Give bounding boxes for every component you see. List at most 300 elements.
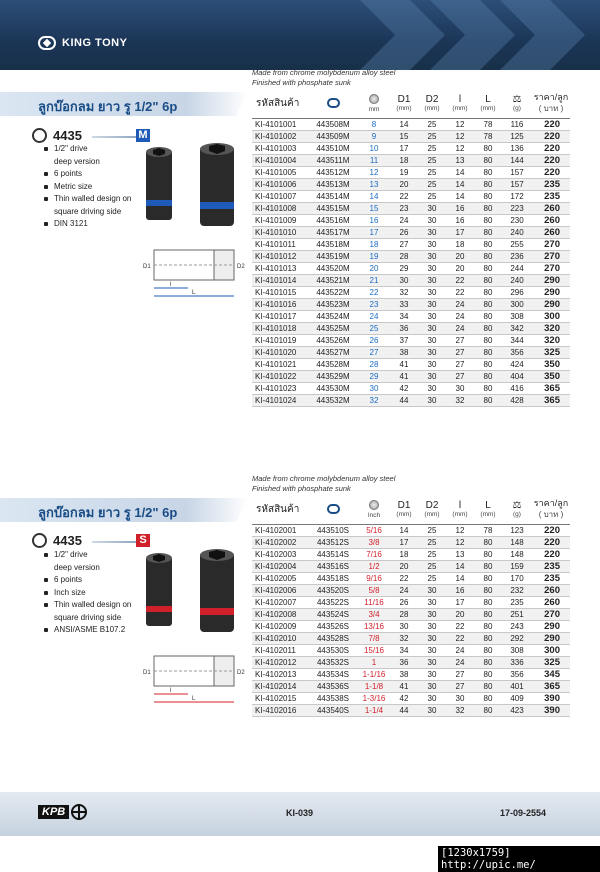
price-value: 290 [532,274,570,286]
l-short-value: 14 [446,560,474,572]
catalog-number: 443512S [308,536,358,548]
svg-text:L: L [192,696,196,702]
socket-size-icon [369,94,379,104]
d1-value: 22 [390,190,418,202]
price-value: 220 [532,154,570,166]
catalog-number: 443528S [308,632,358,644]
col-code: รหัสสินค้า [252,496,308,524]
weight-value: 342 [502,322,532,334]
table-row [252,548,570,560]
d1-value: 28 [390,608,418,620]
d2-value: 30 [418,202,446,214]
product-code: KI-4101009 [252,214,308,226]
feature-item: ANSI/ASME B107.2 [44,624,131,637]
price-value: 320 [532,334,570,346]
table-row [252,632,570,644]
d2-value: 25 [418,166,446,178]
catalog-number: 443513M [308,178,358,190]
d2-value: 25 [418,154,446,166]
d2-value: 25 [418,142,446,154]
model-number: 4435 [53,128,82,143]
product-code: KI-4102010 [252,632,308,644]
socket-size: 20 [358,262,390,274]
d1-value: 26 [390,226,418,238]
feature-item: DIN 3121 [44,218,131,231]
product-code: KI-4101007 [252,190,308,202]
feature-list [44,549,131,637]
weight-value: 344 [502,334,532,346]
d2-value: 30 [418,584,446,596]
socket-size: 24 [358,310,390,322]
model-number: 4435 [53,533,82,548]
table-header-row [252,496,570,524]
d2-value: 25 [418,190,446,202]
l-long-value: 80 [474,596,502,608]
l-long-value: 80 [474,584,502,596]
l-long-value: 78 [474,130,502,142]
table-header-row [252,90,570,118]
catalog-number: 443517M [308,226,358,238]
table-row [252,250,570,262]
socket-size: 11 [358,154,390,166]
header-banner [0,0,600,70]
table-row [252,214,570,226]
socket-size: 15/16 [358,644,390,656]
d1-value: 14 [390,118,418,130]
catalog-number: 443536S [308,680,358,692]
feature-item: deep version [54,562,100,572]
l-long-value: 80 [474,274,502,286]
weight-value: 125 [502,130,532,142]
product-code: KI-4101001 [252,118,308,130]
d1-value: 24 [390,214,418,226]
socket-size: 21 [358,274,390,286]
socket-size: 26 [358,334,390,346]
section-title: ลูกบ๊อกลม ยาว รู 1/2" 6p [0,498,248,522]
socket-product-image [140,548,240,640]
table-row [252,596,570,608]
product-code: KI-4101021 [252,358,308,370]
l-long-value: 80 [474,656,502,668]
weight-value: 356 [502,346,532,358]
page-date: 17-09-2554 [500,808,547,818]
d1-value: 15 [390,130,418,142]
catalog-number: 443518M [308,238,358,250]
l-short-value: 16 [446,214,474,226]
model-divider [92,136,136,138]
weight-value: 232 [502,584,532,596]
table-row [252,394,570,406]
feature-item: square driving side [54,612,122,622]
kingtony-logo-icon [38,36,56,50]
d2-value: 30 [418,692,446,704]
price-value: 390 [532,692,570,704]
circle-icon [32,533,47,548]
l-long-value: 80 [474,394,502,406]
l-long-value: 80 [474,346,502,358]
catalog-number: 443534S [308,668,358,680]
l-long-value: 80 [474,166,502,178]
product-code: KI-4102001 [252,524,308,536]
d2-value: 30 [418,596,446,608]
d1-value: 20 [390,178,418,190]
d1-value: 26 [390,596,418,608]
weight-value: 172 [502,190,532,202]
d2-value: 30 [418,680,446,692]
col-d2: D2 (mm) [418,496,446,524]
price-value: 235 [532,572,570,584]
price-value: 290 [532,286,570,298]
catalog-number: 443508M [308,118,358,130]
weight-value: 123 [502,524,532,536]
feature-item: 1/2" drive [44,143,131,156]
table-row [252,142,570,154]
product-code: KI-4102002 [252,536,308,548]
col-l-long: L (mm) [474,496,502,524]
weight-value: 144 [502,154,532,166]
catalog-number: 443519M [308,250,358,262]
catalog-number: 443518S [308,572,358,584]
l-long-value: 80 [474,298,502,310]
svg-text:L: L [192,290,196,296]
section-title: ลูกบ๊อกลม ยาว รู 1/2" 6p [0,92,248,116]
material-line: Finished with phosphate sunk [252,484,351,493]
catalog-number: 443511M [308,154,358,166]
l-long-value: 80 [474,620,502,632]
material-line: Made from chrome molybdenum alloy steel [252,474,396,483]
l-long-value: 80 [474,704,502,716]
socket-size: 3/8 [358,536,390,548]
socket-size: 14 [358,190,390,202]
d1-value: 41 [390,358,418,370]
l-long-value: 80 [474,178,502,190]
l-long-value: 80 [474,536,502,548]
table-row [252,584,570,596]
weight-value: 157 [502,178,532,190]
l-long-value: 78 [474,524,502,536]
weight-value: 308 [502,310,532,322]
table-row [252,620,570,632]
d1-value: 29 [390,262,418,274]
col-l-long: L (mm) [474,90,502,118]
catalog-number: 443527M [308,346,358,358]
price-value: 365 [532,680,570,692]
kingtony-logo-icon [327,504,340,514]
l-short-value: 20 [446,608,474,620]
d2-value: 30 [418,262,446,274]
d1-value: 38 [390,668,418,680]
d2-value: 30 [418,370,446,382]
d2-value: 30 [418,394,446,406]
catalog-number: 443540S [308,704,358,716]
product-code: KI-4102015 [252,692,308,704]
table-row [252,166,570,178]
product-code: KI-4101002 [252,130,308,142]
socket-size: 7/16 [358,548,390,560]
l-short-value: 24 [446,322,474,334]
product-code: KI-4102007 [252,596,308,608]
l-short-value: 16 [446,202,474,214]
l-short-value: 12 [446,142,474,154]
model-divider [92,541,136,543]
table-row [252,118,570,130]
socket-size: 9 [358,130,390,142]
socket-size: 5/16 [358,524,390,536]
weight-value: 243 [502,620,532,632]
weight-value: 251 [502,608,532,620]
feature-item: 6 points [44,168,131,181]
table-row [252,286,570,298]
product-code: KI-4101018 [252,322,308,334]
catalog-number: 443514S [308,548,358,560]
col-d2: D2 (mm) [418,90,446,118]
l-short-value: 20 [446,250,474,262]
product-code: KI-4101019 [252,334,308,346]
l-short-value: 27 [446,358,474,370]
product-code: KI-4101013 [252,262,308,274]
product-code: KI-4101022 [252,370,308,382]
d1-value: 27 [390,238,418,250]
weight-value: 159 [502,560,532,572]
catalog-number: 443529M [308,370,358,382]
weight-value: 240 [502,274,532,286]
weight-value: 423 [502,704,532,716]
table-body [252,118,570,406]
d1-value: 18 [390,154,418,166]
product-code: KI-4101017 [252,310,308,322]
l-short-value: 12 [446,536,474,548]
d2-value: 25 [418,572,446,584]
product-code: KI-4102014 [252,680,308,692]
price-value: 300 [532,644,570,656]
price-value: 220 [532,130,570,142]
l-long-value: 80 [474,238,502,250]
socket-size: 15 [358,202,390,214]
l-short-value: 18 [446,238,474,250]
d1-value: 30 [390,620,418,632]
col-price: ราคา/ลูก ( บาท ) [532,90,570,118]
d2-value: 30 [418,668,446,680]
catalog-number: 443521M [308,274,358,286]
product-code: KI-4102011 [252,644,308,656]
price-value: 390 [532,704,570,716]
table-row [252,346,570,358]
l-long-value: 80 [474,370,502,382]
l-short-value: 27 [446,668,474,680]
weight-value: 230 [502,214,532,226]
l-short-value: 24 [446,656,474,668]
weight-value: 148 [502,536,532,548]
price-value: 320 [532,322,570,334]
brand-logo [38,36,127,50]
price-value: 300 [532,310,570,322]
socket-size: 9/16 [358,572,390,584]
product-code: KI-4102016 [252,704,308,716]
l-long-value: 80 [474,142,502,154]
socket-size: 27 [358,346,390,358]
feature-item: Metric size [44,181,131,194]
col-brand [308,90,358,118]
table-row [252,560,570,572]
weight-value: 240 [502,226,532,238]
d1-value: 42 [390,382,418,394]
socket-size: 8 [358,118,390,130]
l-long-value: 80 [474,262,502,274]
feature-item: square driving side [54,206,122,216]
col-size: Inch [358,496,390,524]
product-code: KI-4102005 [252,572,308,584]
l-long-value: 80 [474,214,502,226]
l-long-value: 80 [474,322,502,334]
weight-value: 170 [502,572,532,584]
l-long-value: 80 [474,668,502,680]
feature-item: Thin walled design on [44,193,131,206]
d1-value: 44 [390,704,418,716]
col-weight: ⚖ (g) [502,496,532,524]
price-value: 270 [532,250,570,262]
product-code: KI-4101008 [252,202,308,214]
catalog-number: 443528M [308,358,358,370]
material-note [252,474,395,494]
catalog-number: 443510M [308,142,358,154]
socket-size: 1-3/16 [358,692,390,704]
l-long-value: 80 [474,692,502,704]
l-short-value: 22 [446,286,474,298]
price-value: 365 [532,382,570,394]
l-long-value: 80 [474,548,502,560]
d2-value: 30 [418,238,446,250]
table-row [252,274,570,286]
socket-size: 7/8 [358,632,390,644]
catalog-number: 443520S [308,584,358,596]
d2-value: 30 [418,346,446,358]
price-value: 270 [532,262,570,274]
d1-value: 24 [390,584,418,596]
table-row [252,178,570,190]
socket-size: 28 [358,358,390,370]
metric-badge: M [136,129,150,142]
price-value: 325 [532,656,570,668]
table-row [252,358,570,370]
svg-text:D1: D1 [143,264,151,270]
l-long-value: 80 [474,608,502,620]
weight-value: 136 [502,142,532,154]
weight-value: 236 [502,250,532,262]
scale-icon: ⚖ [512,500,522,512]
svg-text:D2: D2 [237,264,245,270]
d1-value: 30 [390,274,418,286]
socket-size: 19 [358,250,390,262]
l-short-value: 12 [446,118,474,130]
catalog-number: 443525M [308,322,358,334]
col-d1: D1 (mm) [390,496,418,524]
l-long-value: 80 [474,632,502,644]
l-long-value: 80 [474,310,502,322]
d2-value: 30 [418,214,446,226]
col-size: mm [358,90,390,118]
l-long-value: 80 [474,680,502,692]
socket-size: 11/16 [358,596,390,608]
weight-value: 428 [502,394,532,406]
d1-value: 28 [390,250,418,262]
table-row [252,226,570,238]
product-code: KI-4101023 [252,382,308,394]
socket-size: 22 [358,286,390,298]
table-row [252,262,570,274]
catalog-number: 443510S [308,524,358,536]
weight-value: 401 [502,680,532,692]
socket-size: 13/16 [358,620,390,632]
feature-item: Inch size [44,587,131,600]
price-value: 325 [532,346,570,358]
table-row [252,656,570,668]
l-short-value: 27 [446,334,474,346]
weight-value: 308 [502,644,532,656]
socket-size: 1/2 [358,560,390,572]
d2-value: 25 [418,178,446,190]
table-row [252,202,570,214]
catalog-number: 443516M [308,214,358,226]
crosshair-icon [71,804,87,820]
socket-size: 25 [358,322,390,334]
socket-size: 23 [358,298,390,310]
l-short-value: 14 [446,572,474,584]
spec-table [252,90,570,407]
l-long-value: 80 [474,358,502,370]
weight-value: 244 [502,262,532,274]
l-short-value: 14 [446,166,474,178]
table-row [252,310,570,322]
d2-value: 30 [418,358,446,370]
material-line: Made from chrome molybdenum alloy steel [252,68,396,77]
l-short-value: 27 [446,680,474,692]
d1-value: 17 [390,536,418,548]
socket-size: 30 [358,382,390,394]
page-code: KI-039 [286,808,314,818]
price-value: 270 [532,238,570,250]
l-short-value: 14 [446,178,474,190]
brand-name: KING TONY [62,37,128,49]
kpb-logo [38,804,87,820]
price-value: 220 [532,524,570,536]
l-short-value: 16 [446,584,474,596]
weight-value: 356 [502,668,532,680]
weight-value: 235 [502,596,532,608]
product-code: KI-4101024 [252,394,308,406]
socket-size: 1 [358,656,390,668]
d1-value: 32 [390,286,418,298]
d1-value: 34 [390,310,418,322]
l-short-value: 17 [446,596,474,608]
l-short-value: 24 [446,298,474,310]
price-value: 220 [532,166,570,178]
l-long-value: 80 [474,286,502,298]
svg-text:l: l [170,688,172,694]
l-long-value: 80 [474,226,502,238]
catalog-number: 443522S [308,596,358,608]
l-short-value: 14 [446,190,474,202]
scale-icon: ⚖ [512,94,522,106]
col-price: ราคา/ลูก ( บาท ) [532,496,570,524]
price-value: 220 [532,142,570,154]
l-short-value: 24 [446,644,474,656]
table-row [252,572,570,584]
d1-value: 32 [390,632,418,644]
l-short-value: 22 [446,274,474,286]
l-short-value: 22 [446,620,474,632]
table-row [252,154,570,166]
d2-value: 25 [418,130,446,142]
